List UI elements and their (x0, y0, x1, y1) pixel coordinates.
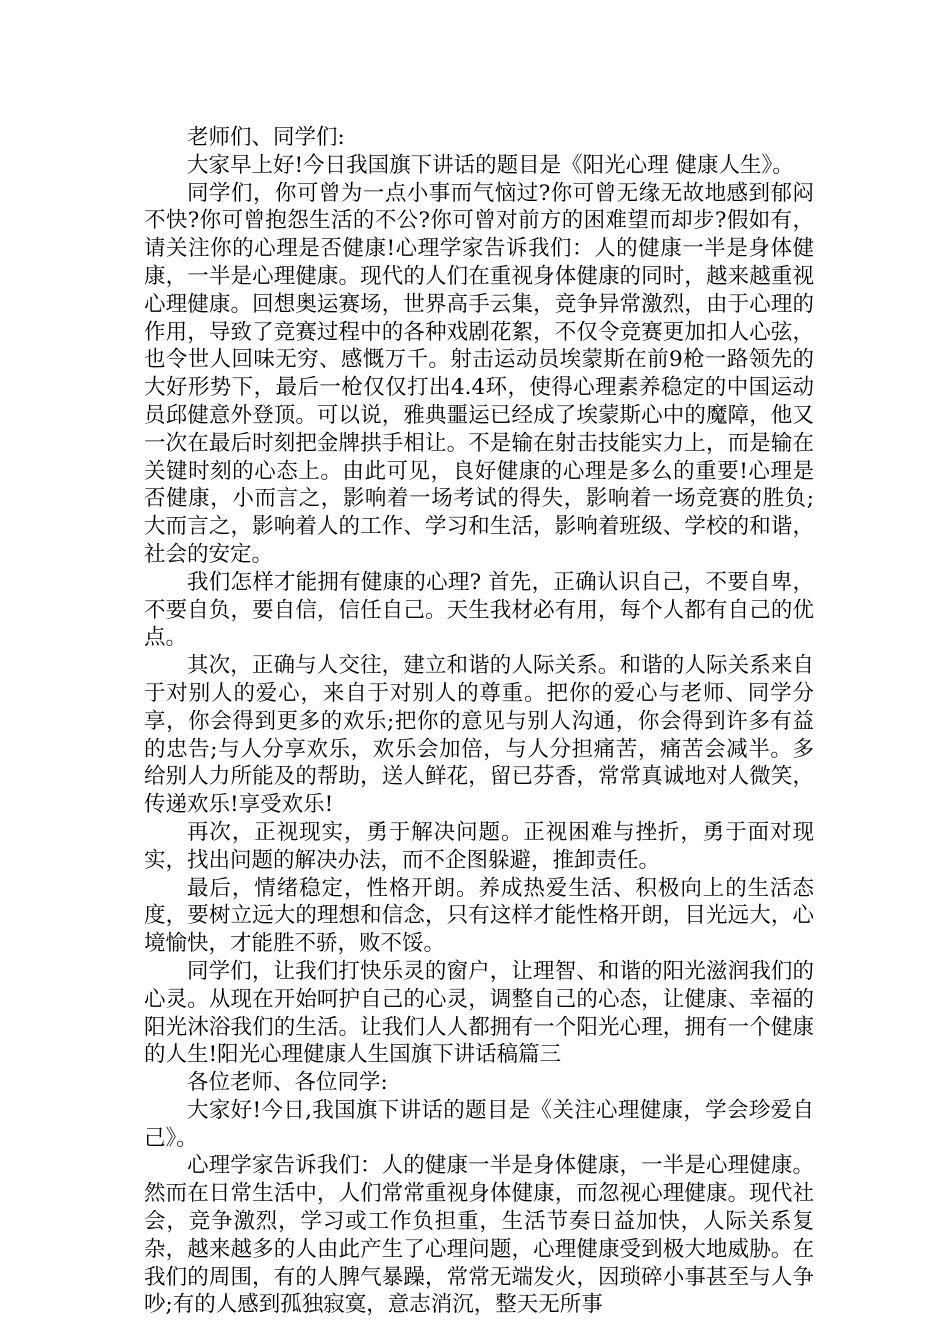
salutation-teachers-students: 老师们、同学们: (187, 125, 345, 150)
document-page (144, 124, 814, 1319)
body-paragraph-last: 最后，情绪稳定，性格开朗。养成热爱生活、积极向上的生活态度，要树立远大的理想和信念，只有这样才能性格开朗，目光远大，心境愉快，才能胜不骄，败不馁。 (144, 875, 814, 957)
second-speech-title-paragraph: 大家好!今日,我国旗下讲话的题目是《关注心理健康，学会珍爱自己》。 (144, 1097, 814, 1151)
second-speech-body-paragraph: 心理学家告诉我们：人的健康一半是身体健康，一半是心理健康。然而在日常生活中，人们常常重视身体健康，而忽视心理健康。现代社会，竞争激烈，学习或工作负担重，生活节奏日益加快，人际关系复杂，越来越多的人由此产生了心理问题，心理健康受到极大地威胁。在我们的周围，有的人脾气暴躁，常常无端发火，因琐碎小事甚至与人争吵;有的人感到孤独寂寞，意志消沉，整天无所事 (144, 1153, 814, 1318)
body-paragraph-intro: 同学们，你可曾为一点小事而气恼过?你可曾无缘无故地感到郁闷不快?你可曾抱怨生活的不公?你可曾对前方的困难望而却步?假如有，请关注你的心理是否健康!心理学家告诉我们：人的健康一半是身体健康，一半是心理健康。现代的人们在重视身体健康的同时，越来越重视心理健康。回想奥运赛场，世界高手云集，竞争异常激烈，由于心理的作用，导致了竞赛过程中的各种戏剧花絮，不仅令竞赛更加扣人心弦，也令世人回味无穷、感慨万千。射击运动员埃蒙斯在前9枪一路领先的大好形势下，最后一枪仅仅打出4.4环，使得心理素养稳定的中国运动员邱健意外登顶。可以说，雅典噩运已经成了埃蒙斯心中的魔障，他又一次在最后时刻把金牌拱手相让。不是输在射击技能实力上，而是输在关键时刻的心态上。由此可见，良好健康的心理是多么的重要!心理是否健康，小而言之，影响着一场考试的得失，影响着一场竞赛的胜负;大而言之，影响着人的工作、学习和生活，影响着班级、学校的和谐，社会的安定。 (144, 180, 814, 567)
body-paragraph-third: 再次，正视现实，勇于解决问题。正视困难与挫折，勇于面对现实，找出问题的解决办法，而不企图躲避，推卸责任。 (144, 819, 814, 873)
salutation-second-speech: 各位老师、各位同学: (187, 1070, 388, 1096)
body-paragraph-closing: 同学们，让我们打快乐灵的窗户，让理智、和谐的阳光滋润我们的心灵。从现在开始呵护自己的心灵，调整自己的心态，让健康、幸福的阳光沐浴我们的生活。让我们人人都拥有一个阳光心理，拥有一个健康的人生!阳光心理健康人生国旗下讲话稿篇三 (144, 958, 814, 1068)
body-paragraph-first: 我们怎样才能拥有健康的心理? 首先，正确认识自己，不要自卑，不要自负，要自信，信任自己。天生我材必有用，每个人都有自己的优点。 (144, 569, 814, 651)
speech-title-paragraph: 大家早上好!今日我国旗下讲话的题目是《阳光心理 健康人生》。 (187, 152, 794, 178)
body-paragraph-second: 其次，正确与人交往，建立和谐的人际关系。和谐的人际关系来自于对别人的爱心，来自于对别人的尊重。把你的爱心与老师、同学分享，你会得到更多的欢乐;把你的意见与别人沟通，你会得到许多有益的忠告;与人分享欢乐，欢乐会加倍，与人分担痛苦，痛苦会减半。多给别人力所能及的帮助，送人鲜花，留已芬香，常常真诚地对人微笑，传递欢乐!享受欢乐! (144, 653, 814, 818)
